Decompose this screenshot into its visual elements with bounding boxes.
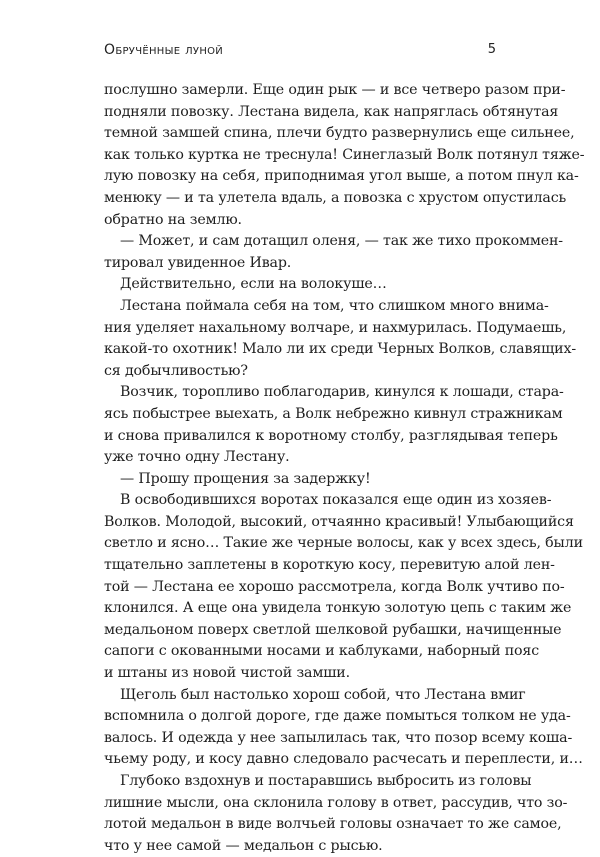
book-title: Обручённые луной	[104, 42, 224, 58]
text-line: темной замшей спина, плечи будто развернулись еще сильнее,	[104, 125, 575, 142]
text-line: ния уделяет нахальному волчаре, и нахмурилась. Подумаешь,	[104, 319, 567, 336]
text-line: сапоги с окованными носами и каблуками, наборный пояс	[104, 643, 540, 660]
text-line: послушно замерли. Еще один рык — и все четверо разом при-	[104, 82, 566, 98]
text-line: Действительно, если на волокуше…	[120, 276, 387, 293]
text-line: тщательно заплетены в короткую косу, перевитую алой лен-	[104, 557, 555, 574]
text-line: подняли повозку. Лестана видела, как напряглась обтянутая	[104, 103, 559, 120]
page-number: 5	[487, 42, 496, 57]
text-line: В освободившихся воротах показался еще один из хозяев-	[120, 492, 552, 509]
text-line: уже точно одну Лестану.	[104, 449, 290, 466]
text-line: Волков. Молодой, высокий, отчаянно красивый! Улыбающийся	[104, 513, 574, 530]
text-line: чьему роду, и косу давно следовало расчесать и переплести, и…	[104, 751, 583, 768]
text-line: Возчик, торопливо поблагодарив, кинулся к лошади, стара-	[120, 384, 564, 401]
text-line: Глубоко вздохнув и постаравшись выбросить из головы	[120, 773, 532, 789]
text-line: лотой медальон в виде волчьей головы означает то же самое,	[104, 816, 562, 833]
text-line: медальоном поверх светлой шелковой рубашки, начищенные	[104, 621, 562, 638]
text-line: клонился. А еще она увидела тонкую золотую цепь с таким же	[104, 600, 572, 617]
text-line: — Прошу прощения за задержку!	[120, 470, 371, 487]
text-line: ясь побыстрее выехать, а Волк небрежно кивнул стражникам	[104, 405, 563, 422]
text-body	[104, 80, 585, 857]
text-line: и штаны из новой чистой замши.	[104, 665, 350, 682]
text-line: и снова привалился к воротному столбу, разглядывая теперь	[104, 427, 558, 444]
running-head	[104, 42, 496, 66]
text-line: какой-то охотник! Мало ли их среди Черных Волков, славящих-	[104, 341, 576, 358]
text-line: тировал увиденное Ивар.	[104, 254, 292, 271]
text-line: той — Лестана ее хорошо рассмотрела, когда Волк учтиво по-	[104, 578, 565, 595]
text-line: лую повозку на себя, приподнимая угол выше, а потом пнул ка-	[104, 168, 579, 185]
text-line: как только куртка не треснула! Синеглазый Волк потянул тяже-	[104, 146, 585, 163]
text-line: — Может, и сам дотащил оленя, — так же тихо прокоммен-	[120, 233, 563, 250]
text-line: ся добычливостью?	[104, 362, 248, 379]
text-line: светло и ясно… Такие же черные волосы, как у всех здесь, были	[104, 535, 583, 552]
text-line: менюку — и та улетела вдаль, а повозка с хрустом опустилась	[104, 189, 567, 206]
text-line: лишние мысли, она склонила голову в ответ, рассудив, что зо-	[104, 794, 568, 811]
text-line: что у нее самой — медальон с рысью.	[104, 837, 383, 854]
text-line: валось. И одежда у нее запылилась так, что позор всему коша-	[104, 729, 573, 746]
text-line: обратно на землю.	[104, 211, 242, 228]
text-line: Щеголь был настолько хорош собой, что Лестана вмиг	[120, 686, 526, 703]
text-line: вспомнила о долгой дороге, где даже помыться толком не уда-	[104, 708, 571, 725]
text-line: Лестана поймала себя на том, что слишком много внима-	[120, 297, 549, 314]
